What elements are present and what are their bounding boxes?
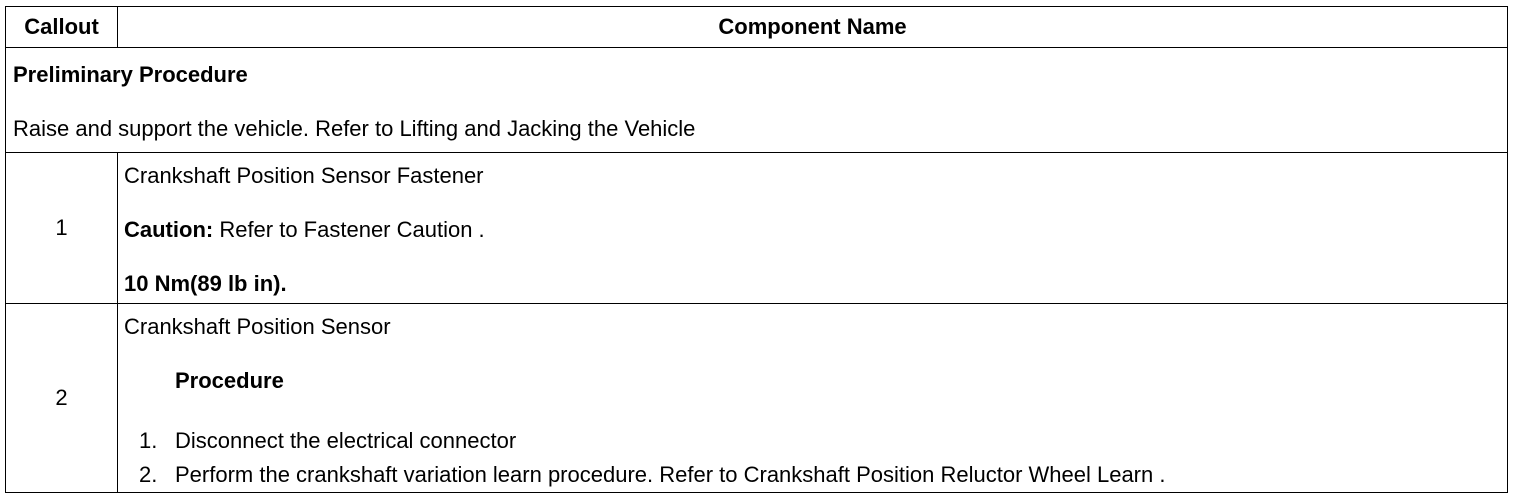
torque-spec: 10 Nm(89 lb in). [124,271,287,296]
component-name-column-header: Component Name [118,7,1508,48]
step-number: 1. [139,428,158,453]
caution-label: Caution: [124,217,214,242]
preliminary-title: Preliminary Procedure [13,62,248,87]
component-cell [118,153,1508,304]
table-header-row [6,7,1508,48]
procedure-title: Procedure [175,368,284,393]
list-item [124,424,1507,458]
caution-line [124,217,1507,243]
preliminary-text: Raise and support the vehicle. Refer to Lifting and Jacking the Vehicle [13,116,696,141]
step-text: Disconnect the electrical connector [175,428,517,453]
component-name: Crankshaft Position Sensor Fastener [124,163,484,188]
step-number: 2. [139,462,158,487]
callout-column-header: Callout [6,7,118,48]
table-row [6,153,1508,304]
list-item [124,458,1507,492]
caution-text: Refer to Fastener Caution . [213,217,485,242]
callout-number: 1 [6,153,118,304]
procedure-steps [124,424,1507,492]
component-name: Crankshaft Position Sensor [124,314,391,339]
preliminary-cell [6,48,1508,153]
table-row [6,304,1508,493]
component-table [5,6,1508,493]
component-cell [118,304,1508,493]
callout-number: 2 [6,304,118,493]
step-text: Perform the crankshaft variation learn procedure. Refer to Crankshaft Position Reluctor Wheel Learn . [175,462,1166,487]
preliminary-row [6,48,1508,153]
